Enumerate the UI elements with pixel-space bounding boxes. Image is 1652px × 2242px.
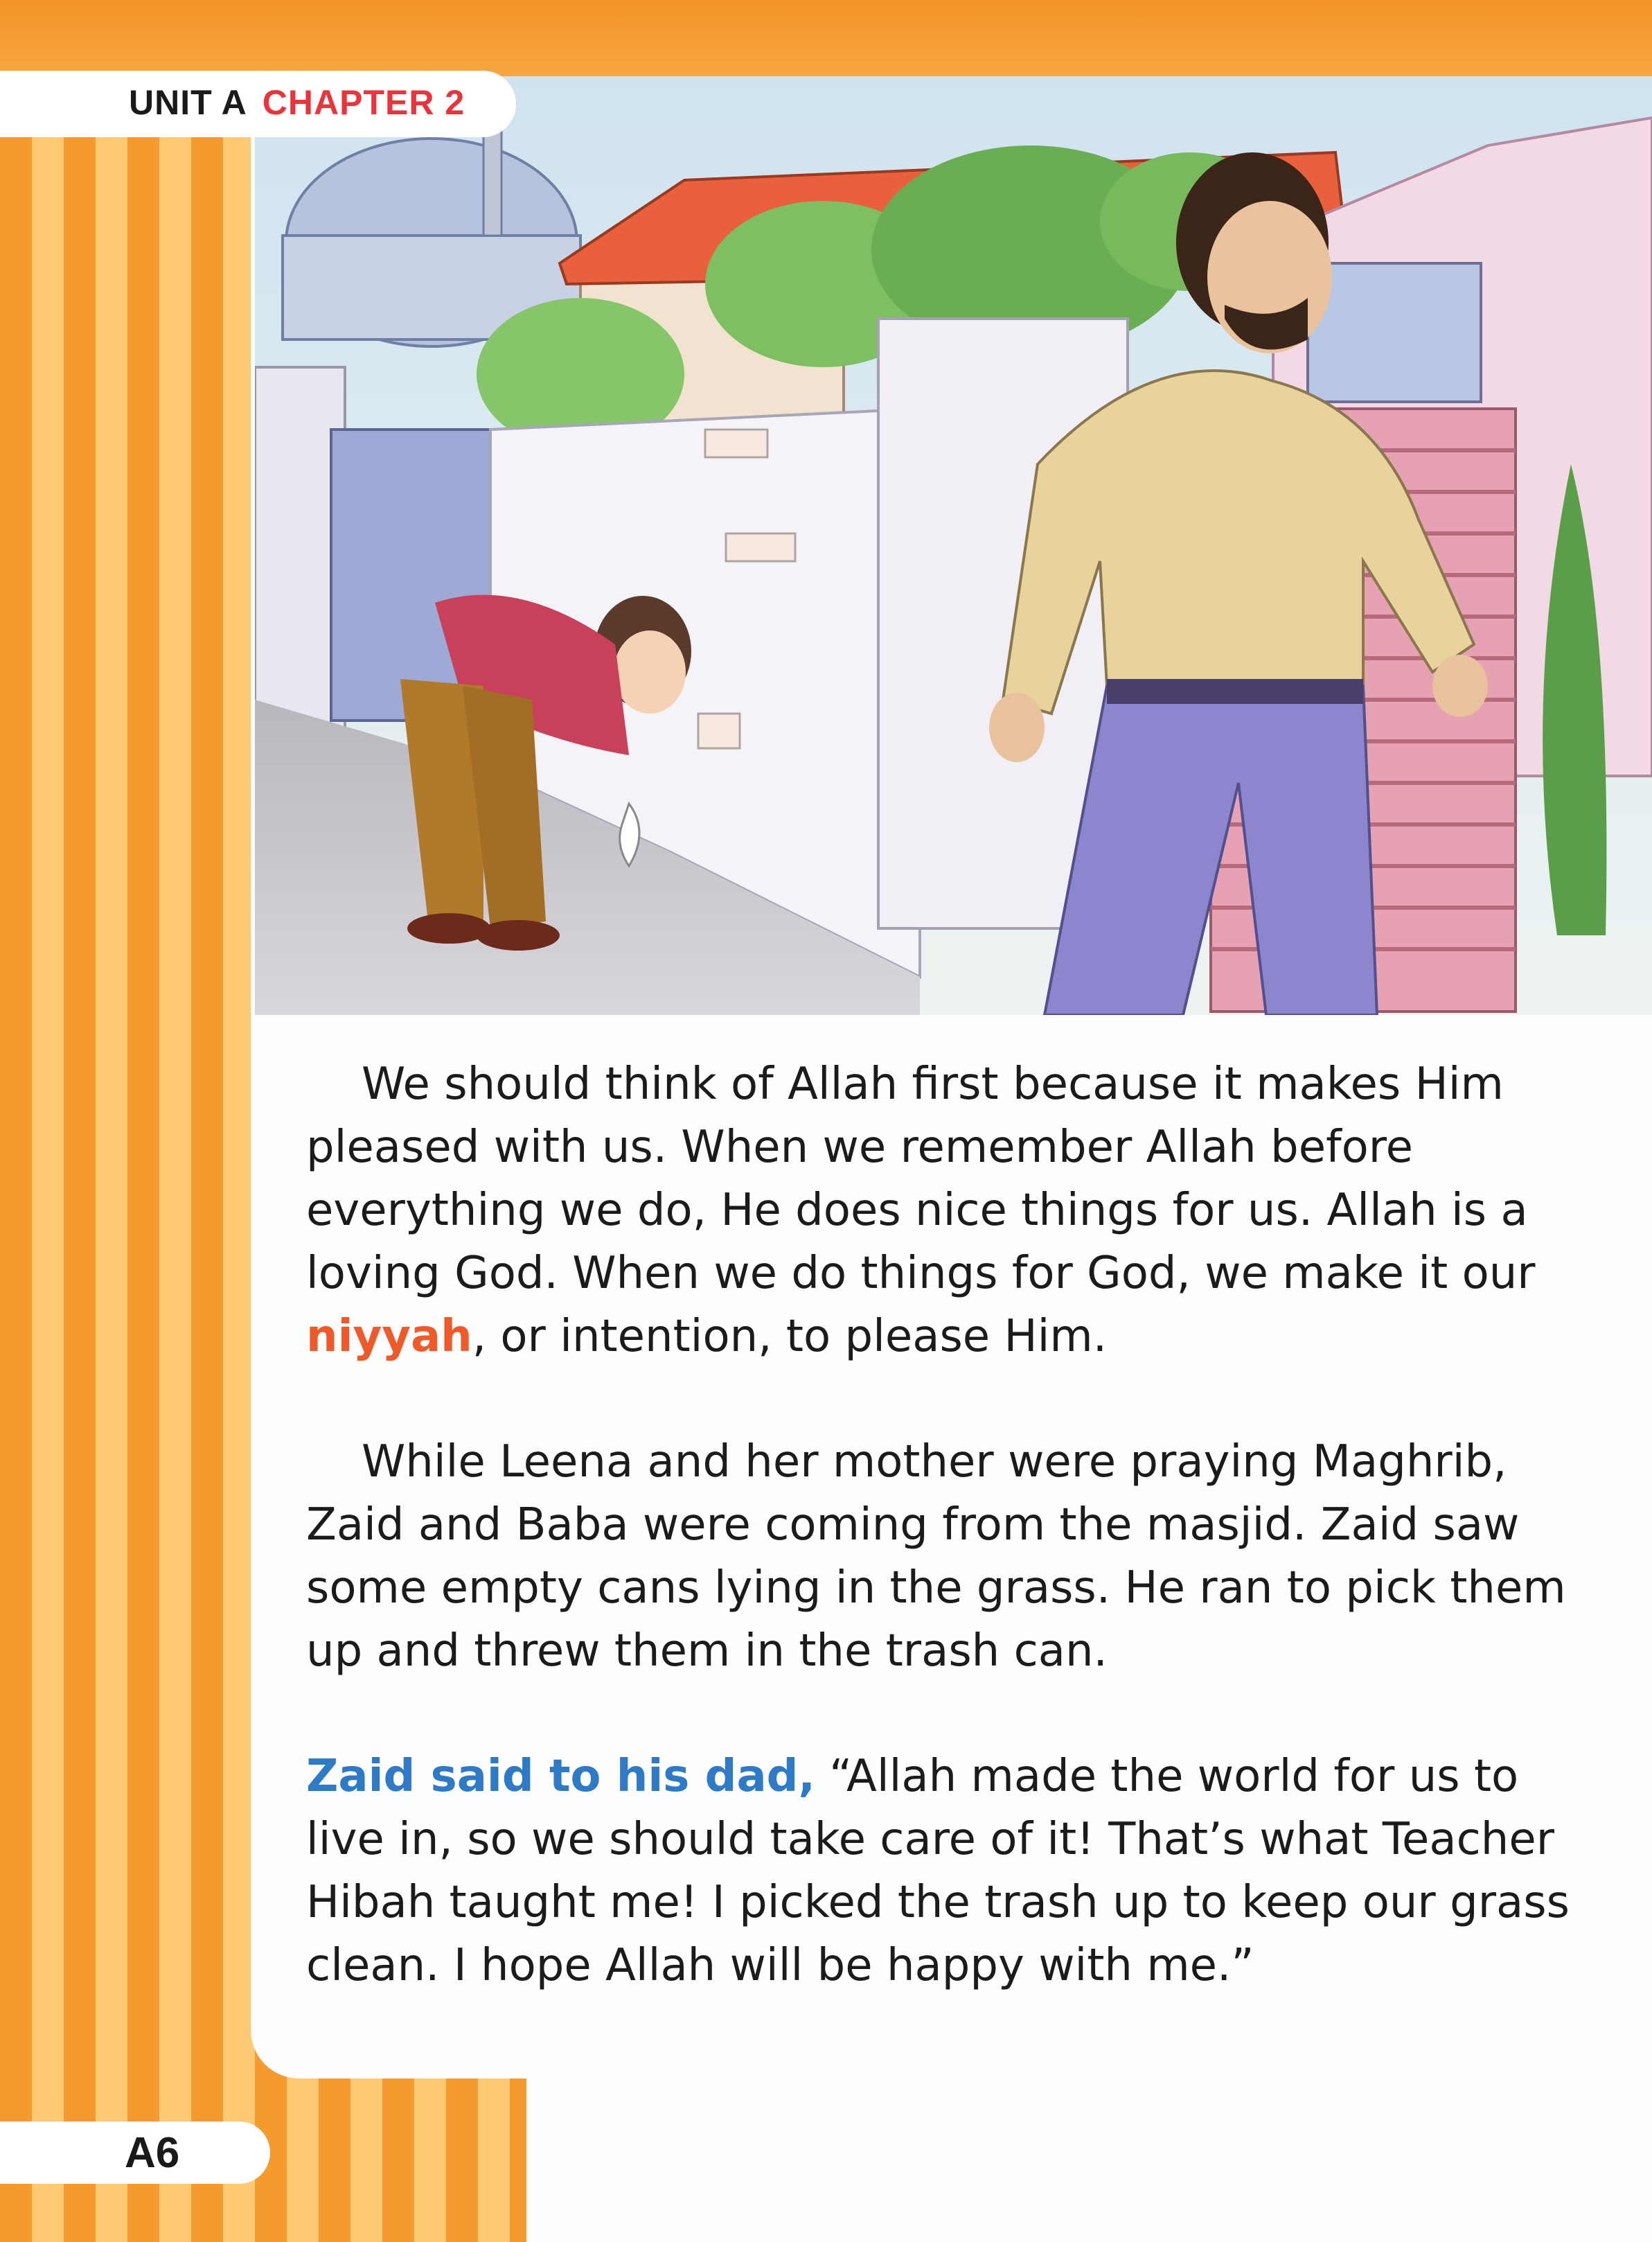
story-illustration [255,76,1652,1015]
paragraph-1-text-b: , or intention, to please Him. [472,1311,1108,1362]
page-number: A6 [125,2129,180,2177]
unit-chapter-label [129,78,465,127]
page-sheet-lower [526,2072,1652,2242]
story-paragraph-1 [306,1053,1595,1368]
window [1308,263,1481,402]
niyyah-term: niyyah [306,1311,472,1362]
speaker-label: Zaid said to his dad, [306,1751,815,1802]
illustration-svg [255,76,1652,1015]
paragraph-1-text-a: We should think of Allah first because it makes Him pleased with us. When we remember Allah before everything we do, He does nice things for us. Allah is a loving God. When we do things for God, we make it our [306,1059,1536,1299]
unit-label: UNIT A [129,83,247,122]
story-paragraph-3 [306,1745,1595,1997]
chapter-label: CHAPTER 2 [262,83,465,122]
story-text [306,1053,1595,2060]
quote-text: “Allah made the world for us to live in, so we should take care of it! That’s what Teacher Hibah taught me! I picked the trash up to keep our grass clean. I hope Allah will be happy with me.” [306,1751,1570,1991]
story-paragraph-2: While Leena and her mother were praying Maghrib, Zaid and Baba were coming from the masjid. Zaid saw some empty cans lying in the grass. He ran to pick them up and threw them in the trash can. [306,1436,1566,1677]
top-band [0,0,1652,76]
